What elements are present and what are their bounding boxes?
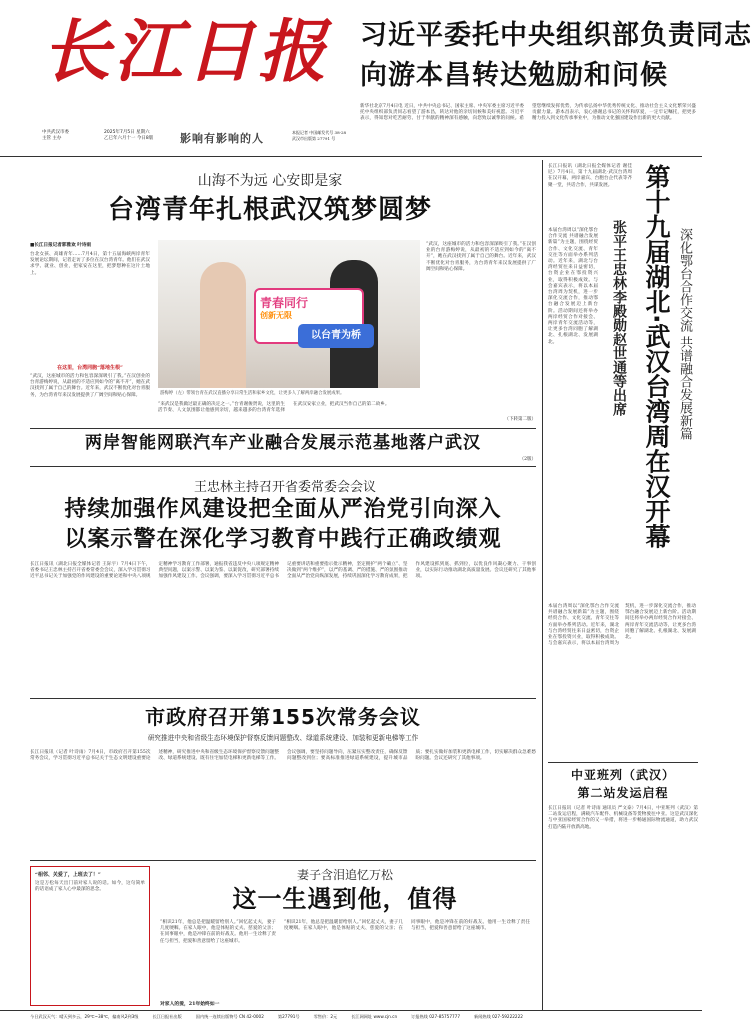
masthead-info-line: 武汉市出版第 27791 号 xyxy=(292,136,336,141)
footer xyxy=(30,1012,698,1022)
taiwan-kicker: 山海不为远 心安即是家 xyxy=(197,173,343,189)
taiwan-byline: ■长江日报记者郭雅欢 叶诗雨 xyxy=(30,243,92,248)
feature-box-title: “相邻、关爱了，上班去了！” xyxy=(35,872,101,878)
masthead-left-line: 中共武汉市委 xyxy=(42,130,69,135)
masthead-left-lines xyxy=(42,130,98,150)
right-side-kicker: 深化鄂台合作交流 共谱融合发展新篇 xyxy=(677,228,692,441)
brief-body: 长江日报讯（记者 叶诗雨 通讯员 严文泰）7月4日，中亚班列（武汉）第二站发运启程，满载汽车配件、机械设备等货物驶往中亚。这是武汉深化与中亚国家经贸合作的又一举措，将进一步畅通国际物流通道，助力武汉打造内陆开放新高地。 xyxy=(548,806,698,830)
right-top-body: 长江日报讯（湖北日报全媒体记者 谢佳尼）7月4日，第十九届湖北·武汉台湾周在汉开幕，两岸嘉宾、台胞台企代表等齐聚一堂，共话合作，共谋发展。 xyxy=(548,164,632,188)
masthead-left-line: 主管 主办 xyxy=(42,136,62,141)
taiwan-body-3: “来武汉是我做过最正确的决定之一。”台青谢俊贤说，这里的生活节奏、人文氛围都让他感到亲切，越来越多的台湾青年选择在武汉安家立业，把武汉当作自己的第二故乡。 xyxy=(158,402,390,414)
taiwan-note: （下转第二版） xyxy=(504,417,536,422)
feature-kicker: 妻子含泪追忆万松 xyxy=(296,868,393,882)
footer-issn: 国内统一连续出版物号 CN 42-0002 xyxy=(195,1014,264,1019)
wang-kicker: 王忠林主持召开省委常委会会议 xyxy=(193,480,376,495)
footer-weather: 今日武汉天气：晴天到多云，29℃~38℃，偏南风2到3级 xyxy=(30,1014,139,1019)
taiwan-section xyxy=(0,160,540,430)
feature-title: 这一生遇到他，值得 xyxy=(232,885,458,913)
city-body: 长江日报讯（记者 叶诗雨）7月4日，市政府召开第155次常务会议，学习贯彻习近平总书记关于生态文明建设重要论述精神，研究推进中央和省级生态环境保护督察反馈问题整改、绿道系统建设、既有住宅加装电梯和更新电梯等工作。会议强调，要坚持问题导向，压紧压实整改责任，确保反馈问题整改到位；要高标准推进绿道系统建设，提升城市品质；要扎实做好加装和更新电梯工作，切实解决群众急难愁盼问题。会议还研究了其他事项。 xyxy=(30,750,536,762)
photo-sign-text-1: 青春同行 xyxy=(260,296,309,310)
feature-box-body: 这是万松每天出门前对家人说的话。如今，这句简单的话语成了家人心中最深的思念。 xyxy=(35,881,145,893)
taiwan-photo xyxy=(158,240,420,388)
lead-body: 新华社北京7月4日电 近日，中共中央总书记、国家主席、中央军委主席习近平委托中央组织部负责同志看望了游本昌，转达对他的亲切问候和美好祝愿。习近平表示，得知您对吃苦耐劳、甘于奉献的精神深有感触，向您致以诚挚的问候。希望您继续发挥优势，为传承弘扬中华优秀传统文化、推动社会主义文化繁荣兴盛贡献力量。游本昌表示，衷心感谢总书记的关怀和厚爱，一定牢记嘱托，把更多精力投入到文化传承事业中，为推动文化强国建设作出新的更大贡献。 xyxy=(360,104,696,122)
right-title-2: 张平王忠林李殿勋赵世通等出席 xyxy=(611,220,627,416)
auto-note: （2版） xyxy=(519,457,536,462)
taiwan-caption: 游梅婷（左）带领台青在武汉直播分享日常生活和家乡文化，让更多人了解两岸融合发展成果。 xyxy=(160,391,345,396)
taiwan-subhead: 在这里，台湾同胞“落地生根” xyxy=(57,365,123,371)
masthead-info xyxy=(292,130,352,150)
taiwan-body-2: “武汉，这座城市的活力和包容深深吸引了我。”在汉创业的台青游梅婷说，从最初的不适应到如今的“离不开”，她在武汉找到了属于自己的舞台。近年来，武汉不断优化对台青服务，为台湾青年来汉发展提供了广阔空间和贴心保障。 xyxy=(30,374,150,398)
brief-rule xyxy=(548,762,698,763)
wang-title-1: 持续加强作风建设把全面从严治党引向深入 xyxy=(64,497,502,522)
photo-sign-text-2: 创新无限 xyxy=(260,311,292,320)
footer-code: 第27791号 xyxy=(277,1014,300,1019)
lead-title-1: 习近平委托中央组织部负责同志 xyxy=(360,20,752,51)
photo-person-left xyxy=(200,262,246,388)
footer-price: 零售价：2元 xyxy=(313,1014,338,1019)
wang-rule xyxy=(30,466,536,467)
feature-body-1: “相识21年，他总是把温暖留给别人。”回忆起丈夫，妻子几度哽咽。在家人眼中，他是体贴的丈夫、慈爱的父亲；在同事眼中，他是冲锋在前的好战友。他用一生诠释了责任与担当，把爱和善意留给了这座城市。 xyxy=(160,920,276,944)
feature-rule xyxy=(30,860,536,861)
auto-rule xyxy=(30,428,536,429)
auto-title: 两岸智能网联汽车产业融合发展示范基地落户武汉 xyxy=(85,433,481,453)
footer-phone: 订报热线 027-85757777 xyxy=(411,1014,461,1019)
issue-date: 2025年7月5日 星期六 xyxy=(104,130,150,135)
right-body: 本届台湾周以“深化鄂台合作交流 共谱融合发展新篇”为主题，围绕经贸合作、文化交流、青年交往等方面举办系列活动。近年来，湖北与台湾经贸往来日益密切，台资企业在鄂投资兴业，取得积极成效。与会嘉宾表示，将以本届台湾周为契机，进一步深化交流合作，推动鄂台融合发展迈上新台阶。活动期间还将举办两岸经贸合作对接会、两岸青年交流活动等，让更多台湾同胞了解湖北、扎根湖北、发展湖北。 xyxy=(548,228,598,345)
feature-body-2: “相识21年，他总是把温暖留给别人。”回忆起丈夫，妻子几度哽咽。在家人眼中，他是体贴的丈夫、慈爱的父亲；在同事眼中，他是冲锋在前的好战友。他用一生诠释了责任与担当，把爱和善意留给了这座城市。 xyxy=(284,920,530,932)
city-subtitle: 研究推进中央和省级生态环境保护督察反馈问题整改、绿道系统建设、加装和更新电梯等工作 xyxy=(147,734,419,742)
photo-sign-text-3: 以台青为桥 xyxy=(298,324,374,348)
brief-title-1: 中亚班列（武汉） xyxy=(570,768,675,782)
city-rule xyxy=(30,698,536,699)
masthead-title: 长江日报 xyxy=(42,12,331,92)
right-body-lower: 本届台湾周以“深化鄂台合作交流 共谱融合发展新篇”为主题，围绕经贸合作、文化交流、青年交往等方面举办系列活动。近年来，湖北与台湾经贸往来日益密切，台资企业在鄂投资兴业，取得积极成效。与会嘉宾表示，将以本届台湾周为契机，进一步深化交流合作，推动鄂台融合发展迈上新台阶。活动期间还将举办两岸经贸合作对接会、两岸青年交流活动等，让更多台湾同胞了解湖北、扎根湖北、发展湖北。 xyxy=(548,604,696,647)
masthead xyxy=(0,0,752,156)
footer-editor: 长江网网址 www.cjn.cn xyxy=(351,1014,398,1019)
right-title: 第十九届湖北·武汉台湾周在汉开幕 xyxy=(642,164,671,549)
footer-reader: 新闻热线 027-59222222 xyxy=(474,1014,523,1019)
brief-title-2: 第二站发运启程 xyxy=(577,786,669,800)
masthead-info-line: 本报记者 中国邮发代号 38-28 xyxy=(292,130,347,135)
feature-box xyxy=(30,866,150,1006)
taiwan-body-1: 台北女孩、高雄青年……7月4日，第十五届海峡两岸青年发展论坛期间，记者走访了多位在汉台湾青年。他们在武汉求学、就业、创业，把家安在这里，把梦想种在这片土地上。 xyxy=(30,252,150,276)
taiwan-body-col: “武汉，这座城市的活力和包容深深吸引了我。”在汉创业的台青游梅婷说，从最初的不适应到如今的“离不开”，她在武汉找到了属于自己的舞台。近年来，武汉不断优化对台青服务，为台湾青年来汉发展提供了广阔空间和贴心保障。 xyxy=(426,242,536,272)
lunar-date: 乙巳年六月十一 今日8版 xyxy=(104,136,154,141)
masthead-slogan: 影响有影响的人 xyxy=(180,132,264,145)
wang-body: 长江日报讯（湖北日报全媒体记者 王际宇）7月4日下午，省委书记王忠林主持召开省委常委会会议，深入学习贯彻习近平总书记关于加强党的作风建设的重要论述和中央八项规定精神学习教育工作部署，通报我省违反中央八项规定精神典型问题，以案示警、以案为鉴、以案促改，研究部署持续加强作风建设工作。会议强调，要深入学习贯彻习近平总书记重要讲话和重要指示批示精神，坚定拥护“两个确立”、坚决做到“两个维护”，以严的基调、严的措施、严的氛围推动全面从严治党向纵深发展，持续巩固深化学习教育成果，把作风建设抓到底、抓到位，以优良作风凝心聚力、干事创业，以实际行动推动湖北高质量发展。会议还研究了其他事项。 xyxy=(30,562,536,580)
taiwan-title: 台湾青年扎根武汉筑梦圆梦 xyxy=(107,195,432,225)
masthead-rule xyxy=(0,156,702,157)
right-divider xyxy=(542,160,543,1010)
masthead-date xyxy=(104,130,174,150)
feature-sub: 对家人的爱，21年始终如一 xyxy=(160,1001,220,1007)
lead-title-2: 向游本昌转达勉励和问候 xyxy=(360,60,668,91)
city-title: 市政府召开第155次常务会议 xyxy=(145,705,421,729)
wang-title-2: 以案示警在深化学习教育中践行正确政绩观 xyxy=(64,527,502,552)
footer-dept: 长江日报社出版 xyxy=(152,1014,182,1019)
footer-rule xyxy=(0,1010,702,1011)
